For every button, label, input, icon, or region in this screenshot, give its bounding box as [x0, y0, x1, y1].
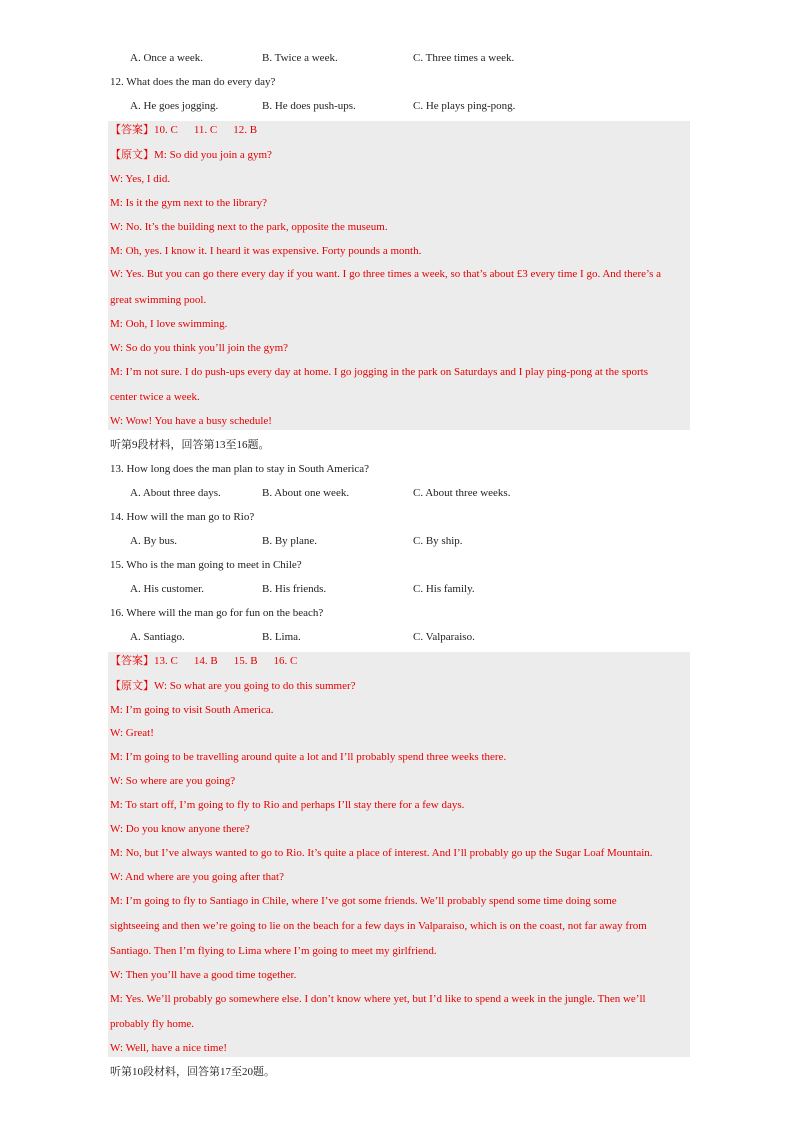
transcript-line: Santiago. Then I’m flying to Lima where I’m going to meet my girlfriend. [110, 945, 437, 957]
q12-option-a: A. He goes jogging. [130, 100, 219, 112]
question-12: 12. What does the man do every day? [110, 76, 276, 88]
answer-item: 16. C [273, 655, 298, 667]
answer-item: 15. B [233, 655, 258, 667]
q14-option-b: B. By plane. [262, 535, 317, 547]
q14-option-c: C. By ship. [413, 535, 463, 547]
question-14: 14. How will the man go to Rio? [110, 511, 255, 523]
answer-item: 13. C [154, 655, 178, 667]
q11-option-b: B. Twice a week. [262, 52, 338, 64]
transcript-line: W: No. It’s the building next to the park, opposite the museum. [110, 221, 388, 233]
transcript-line: probably fly home. [110, 1018, 195, 1030]
q16-option-b: B. Lima. [262, 631, 301, 643]
q13-option-b: B. About one week. [262, 487, 350, 499]
transcript-line: W: Great! [110, 727, 154, 739]
answer-line-2 [110, 653, 313, 669]
transcript-line [110, 147, 272, 163]
transcript-line: W: Do you know anyone there? [110, 823, 250, 835]
transcript-line: M: To start off, I’m going to fly to Rio and perhaps I’ll stay there for a few days. [110, 799, 465, 811]
transcript-line: W: Yes, I did. [110, 173, 171, 185]
answer-item: 14. B [193, 655, 218, 667]
transcript-line: M: Is it the gym next to the library? [110, 197, 268, 209]
transcript-line: M: Ooh, I love swimming. [110, 318, 228, 330]
transcript-line: M: Oh, yes. I know it. I heard it was expensive. Forty pounds a month. [110, 245, 422, 257]
transcript-line: W: Yes. But you can go there every day if you want. I go three times a week, so that’s about £3 every time I go. And there’s a [110, 268, 661, 280]
section-10-heading: 听第10段材料，回答第17至20题。 [110, 1066, 275, 1078]
section-9-heading: 听第9段材料，回答第13至16题。 [110, 439, 270, 451]
q16-option-c: C. Valparaiso. [413, 631, 475, 643]
transcript-line: M: I’m going to be travelling around quite a lot and I’ll probably spend three weeks there. [110, 751, 507, 763]
transcript-line: M: No, but I’ve always wanted to go to Rio. It’s quite a place of interest. And I’ll probably go up the Sugar Loaf Mountain. [110, 847, 653, 859]
transcript-line: M: I’m not sure. I do push-ups every day at home. I go jogging in the park on Saturdays and I play ping-pong at the sports [110, 366, 648, 378]
answer-item: 12. B [233, 124, 258, 136]
q14-option-a: A. By bus. [130, 535, 178, 547]
transcript-text: M: So did you join a gym? [154, 149, 272, 161]
q15-option-a: A. His customer. [130, 583, 204, 595]
q16-option-a: A. Santiago. [130, 631, 185, 643]
transcript-line: sightseeing and then we’re going to lie on the beach for a few days in Valparaiso, which is on the coast, not far away from [110, 920, 647, 932]
transcript-text: W: So what are you going to do this summer? [154, 680, 356, 692]
answer-tag: 【答案】 [110, 124, 154, 136]
q12-option-c: C. He plays ping-pong. [413, 100, 516, 112]
transcript-line: center twice a week. [110, 391, 200, 403]
transcript-tag: 【原文】 [110, 680, 154, 692]
transcript-line: W: Wow! You have a busy schedule! [110, 415, 272, 427]
q13-option-c: C. About three weeks. [413, 487, 511, 499]
q15-option-b: B. His friends. [262, 583, 327, 595]
answer-tag: 【答案】 [110, 655, 154, 667]
transcript-line: W: Then you’ll have a good time together. [110, 969, 297, 981]
question-15: 15. Who is the man going to meet in Chile? [110, 559, 302, 571]
transcript-line: M: I’m going to fly to Santiago in Chile, where I’ve got some friends. We’ll probably spend some time doing some [110, 895, 617, 907]
transcript-tag: 【原文】 [110, 149, 154, 161]
answer-line-1 [110, 122, 273, 138]
transcript-line: W: So where are you going? [110, 775, 236, 787]
transcript-line: W: So do you think you’ll join the gym? [110, 342, 289, 354]
q11-option-c: C. Three times a week. [413, 52, 515, 64]
transcript-line: W: Well, have a nice time! [110, 1042, 228, 1054]
transcript-line: W: And where are you going after that? [110, 871, 284, 883]
answer-item: 11. C [193, 124, 218, 136]
question-13: 13. How long does the man plan to stay in South America? [110, 463, 370, 475]
answer-item: 10. C [154, 124, 178, 136]
transcript-line [110, 678, 356, 694]
q13-option-a: A. About three days. [130, 487, 221, 499]
transcript-line: great swimming pool. [110, 294, 207, 306]
question-16: 16. Where will the man go for fun on the beach? [110, 607, 324, 619]
transcript-line: M: I’m going to visit South America. [110, 704, 274, 716]
q15-option-c: C. His family. [413, 583, 475, 595]
transcript-line: M: Yes. We’ll probably go somewhere else. I don’t know where yet, but I’d like to spend a week in the jungle. Then we’ll [110, 993, 646, 1005]
q11-option-a: A. Once a week. [130, 52, 203, 64]
q12-option-b: B. He does push-ups. [262, 100, 356, 112]
